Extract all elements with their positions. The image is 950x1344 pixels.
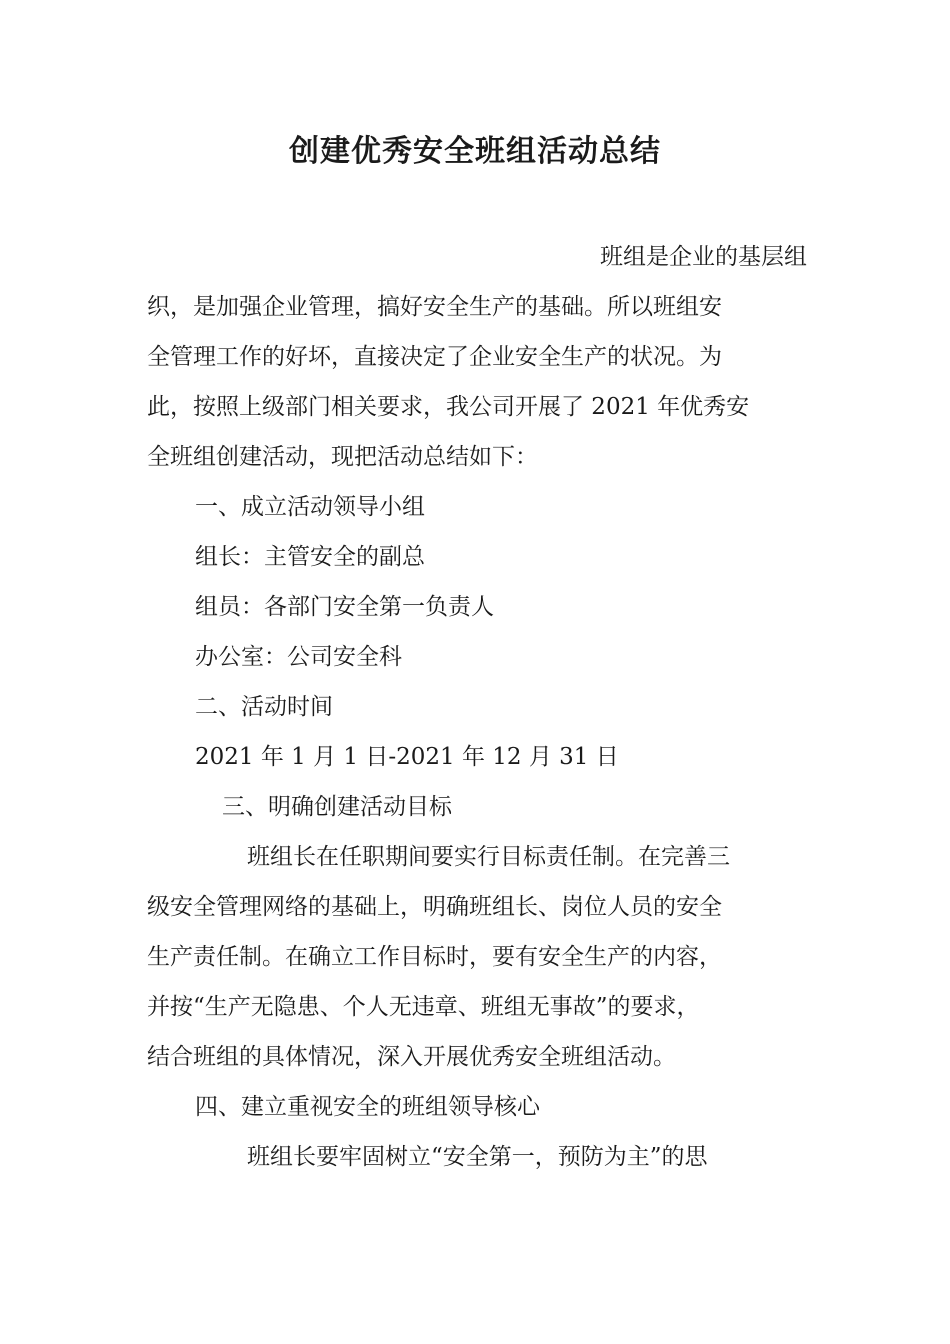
section-heading: 二、活动时间	[195, 694, 333, 720]
paragraph-line: 全班组创建活动，现把活动总结如下：	[147, 444, 538, 470]
paragraph-line: 织，是加强企业管理，搞好安全生产的基础。所以班组安	[147, 294, 722, 320]
paragraph-line: 并按“生产无隐患、个人无违章、班组无事故”的要求，	[147, 994, 700, 1020]
paragraph-line: 级安全管理网络的基础上，明确班组长、岗位人员的安全	[147, 894, 722, 920]
document-title: 创建优秀安全班组活动总结	[289, 134, 661, 169]
section-heading: 三、明确创建活动目标	[222, 794, 452, 820]
document-body	[147, 232, 807, 1182]
paragraph-line: 组员：各部门安全第一负责人	[195, 594, 494, 620]
paragraph-line: 结合班组的具体情况，深入开展优秀安全班组活动。	[147, 1044, 676, 1070]
paragraph-line: 2021 年 1 月 1 日-2021 年 12 月 31 日	[195, 744, 619, 770]
paragraph-line: 办公室：公司安全科	[195, 644, 402, 670]
paragraph-line: 班组长要牢固树立“安全第一，预防为主”的思	[247, 1144, 708, 1170]
paragraph-line: 组长：主管安全的副总	[195, 544, 425, 570]
paragraph-line: 班组是企业的基层组	[600, 244, 807, 270]
section-heading: 一、成立活动领导小组	[195, 494, 425, 520]
paragraph-line: 此，按照上级部门相关要求，我公司开展了 2021 年优秀安	[147, 394, 750, 420]
paragraph-line: 生产责任制。在确立工作目标时，要有安全生产的内容，	[147, 944, 722, 970]
section-heading: 四、建立重视安全的班组领导核心	[195, 1094, 540, 1120]
paragraph-line: 全管理工作的好坏，直接决定了企业安全生产的状况。为	[147, 344, 722, 370]
paragraph-line: 班组长在任职期间要实行目标责任制。在完善三	[247, 844, 730, 870]
